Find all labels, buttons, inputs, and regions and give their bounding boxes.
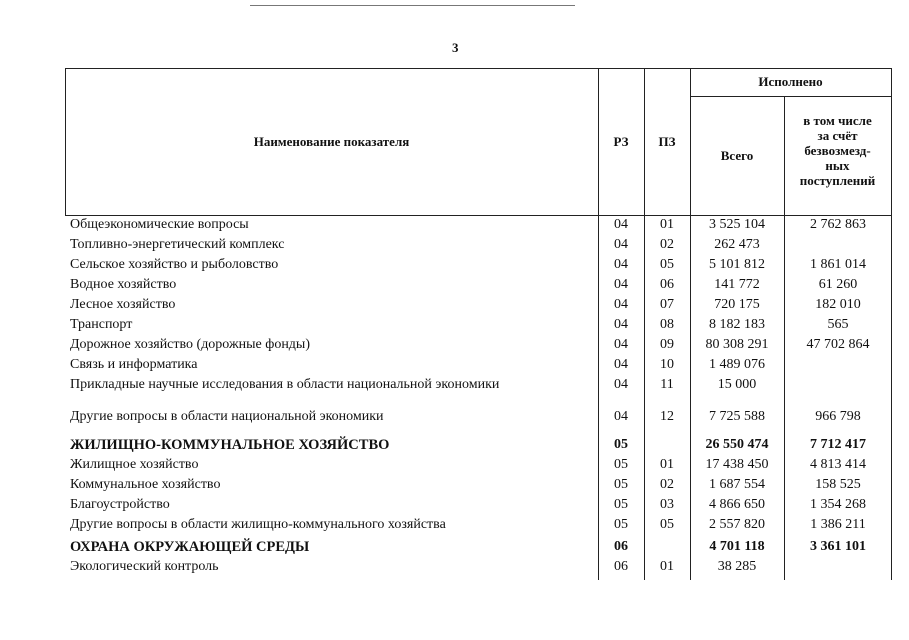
row-name: Другие вопросы в области национальной экономики <box>70 409 384 424</box>
table-row <box>0 409 909 429</box>
row-name: Жилищное хозяйство <box>70 457 199 472</box>
row-rz: 04 <box>614 217 628 232</box>
row-rz: 05 <box>614 497 628 512</box>
row-pz: 12 <box>660 409 674 424</box>
table-row <box>0 477 909 497</box>
row-name: Общеэкономические вопросы <box>70 217 249 232</box>
row-rz: 06 <box>614 539 628 554</box>
row-rz: 05 <box>614 457 628 472</box>
row-rz: 05 <box>614 517 628 532</box>
row-rz: 05 <box>614 477 628 492</box>
row-free-receipts: 1 354 268 <box>810 497 866 512</box>
table-row <box>0 377 909 397</box>
row-pz: 11 <box>660 377 674 392</box>
row-name: Другие вопросы в области жилищно-коммунального хозяйства <box>70 517 446 532</box>
row-free-receipts: 1 386 211 <box>810 517 866 532</box>
table-row <box>0 497 909 517</box>
row-free-receipts: 7 712 417 <box>810 437 866 452</box>
row-rz: 06 <box>614 559 628 574</box>
row-free-receipts: 47 702 864 <box>806 337 870 352</box>
row-total: 262 473 <box>714 237 760 252</box>
table-row <box>0 517 909 537</box>
row-free-receipts: 3 361 101 <box>810 539 866 554</box>
table-row <box>0 559 909 579</box>
row-total: 2 557 820 <box>709 517 765 532</box>
row-rz: 04 <box>614 237 628 252</box>
row-free-receipts: 1 861 014 <box>810 257 866 272</box>
header-free-line: поступлений <box>799 173 876 188</box>
row-name: ЖИЛИЩНО-КОММУНАЛЬНОЕ ХОЗЯЙСТВО <box>70 437 390 453</box>
row-total: 26 550 474 <box>705 437 769 452</box>
table-row <box>0 317 909 337</box>
row-pz: 01 <box>660 217 674 232</box>
row-name: Водное хозяйство <box>70 277 177 292</box>
row-total: 15 000 <box>717 377 757 392</box>
scan-top-line <box>250 5 575 6</box>
row-total: 4 701 118 <box>709 539 765 554</box>
table-row <box>0 217 909 237</box>
row-free-receipts: 61 260 <box>818 277 858 292</box>
table-row <box>0 237 909 257</box>
header-pz: ПЗ <box>658 134 676 149</box>
row-name: Транспорт <box>70 317 133 332</box>
row-total: 720 175 <box>714 297 760 312</box>
row-rz: 05 <box>614 437 628 452</box>
row-rz: 04 <box>614 337 628 352</box>
row-total: 3 525 104 <box>709 217 765 232</box>
header-executed: Исполнено <box>758 74 823 89</box>
row-total: 38 285 <box>717 559 757 574</box>
row-pz: 03 <box>660 497 674 512</box>
header-free-receipts <box>784 113 891 188</box>
row-rz: 04 <box>614 317 628 332</box>
row-rz: 04 <box>614 409 628 424</box>
page-number: 3 <box>452 40 459 55</box>
table-row <box>0 539 909 559</box>
row-pz: 02 <box>660 477 674 492</box>
row-name: Коммунальное хозяйство <box>70 477 221 492</box>
row-rz: 04 <box>614 377 628 392</box>
header-free-line: безвозмезд- <box>804 143 871 158</box>
row-name: Дорожное хозяйство (дорожные фонды) <box>70 337 311 352</box>
row-pz: 10 <box>660 357 674 372</box>
row-rz: 04 <box>614 277 628 292</box>
row-free-receipts: 182 010 <box>815 297 861 312</box>
table-row <box>0 277 909 297</box>
row-total: 8 182 183 <box>709 317 765 332</box>
row-name: Благоустройство <box>70 497 170 512</box>
row-pz: 08 <box>660 317 674 332</box>
row-total: 4 866 650 <box>709 497 765 512</box>
header-name: Наименование показателя <box>253 134 410 149</box>
header-free-line: за счёт <box>817 128 858 143</box>
row-rz: 04 <box>614 257 628 272</box>
header-total: Всего <box>720 148 754 163</box>
row-rz: 04 <box>614 297 628 312</box>
row-total: 1 489 076 <box>709 357 765 372</box>
row-pz: 07 <box>660 297 674 312</box>
row-total: 17 438 450 <box>705 457 769 472</box>
row-free-receipts: 158 525 <box>815 477 861 492</box>
row-name: Топливно-энергетический комплекс <box>70 237 285 252</box>
row-free-receipts: 4 813 414 <box>810 457 866 472</box>
header-rz: РЗ <box>613 134 629 149</box>
row-total: 7 725 588 <box>709 409 765 424</box>
row-name: Лесное хозяйство <box>70 297 176 312</box>
row-name: Экологический контроль <box>70 559 219 574</box>
row-free-receipts: 565 <box>827 317 849 332</box>
row-pz: 02 <box>660 237 674 252</box>
row-free-receipts: 2 762 863 <box>810 217 866 232</box>
row-free-receipts: 966 798 <box>815 409 861 424</box>
row-rz: 04 <box>614 357 628 372</box>
table-row <box>0 357 909 377</box>
row-total: 141 772 <box>714 277 760 292</box>
table-row <box>0 257 909 277</box>
row-pz: 05 <box>660 517 674 532</box>
row-pz: 01 <box>660 457 674 472</box>
row-total: 1 687 554 <box>709 477 765 492</box>
row-name: Связь и информатика <box>70 357 198 372</box>
table-row <box>0 297 909 317</box>
row-pz: 05 <box>660 257 674 272</box>
row-name: Прикладные научные исследования в области национальной экономики <box>70 377 500 392</box>
table-row <box>0 457 909 477</box>
header-free-line: ных <box>825 158 850 173</box>
row-total: 80 308 291 <box>705 337 769 352</box>
table-row <box>0 437 909 457</box>
row-pz: 06 <box>660 277 674 292</box>
row-name: Сельское хозяйство и рыболовство <box>70 257 279 272</box>
row-pz: 01 <box>660 559 674 574</box>
row-name: ОХРАНА ОКРУЖАЮЩЕЙ СРЕДЫ <box>70 539 310 555</box>
row-total: 5 101 812 <box>709 257 765 272</box>
table-row <box>0 337 909 357</box>
header-free-line: в том числе <box>803 113 872 128</box>
row-pz: 09 <box>660 337 674 352</box>
